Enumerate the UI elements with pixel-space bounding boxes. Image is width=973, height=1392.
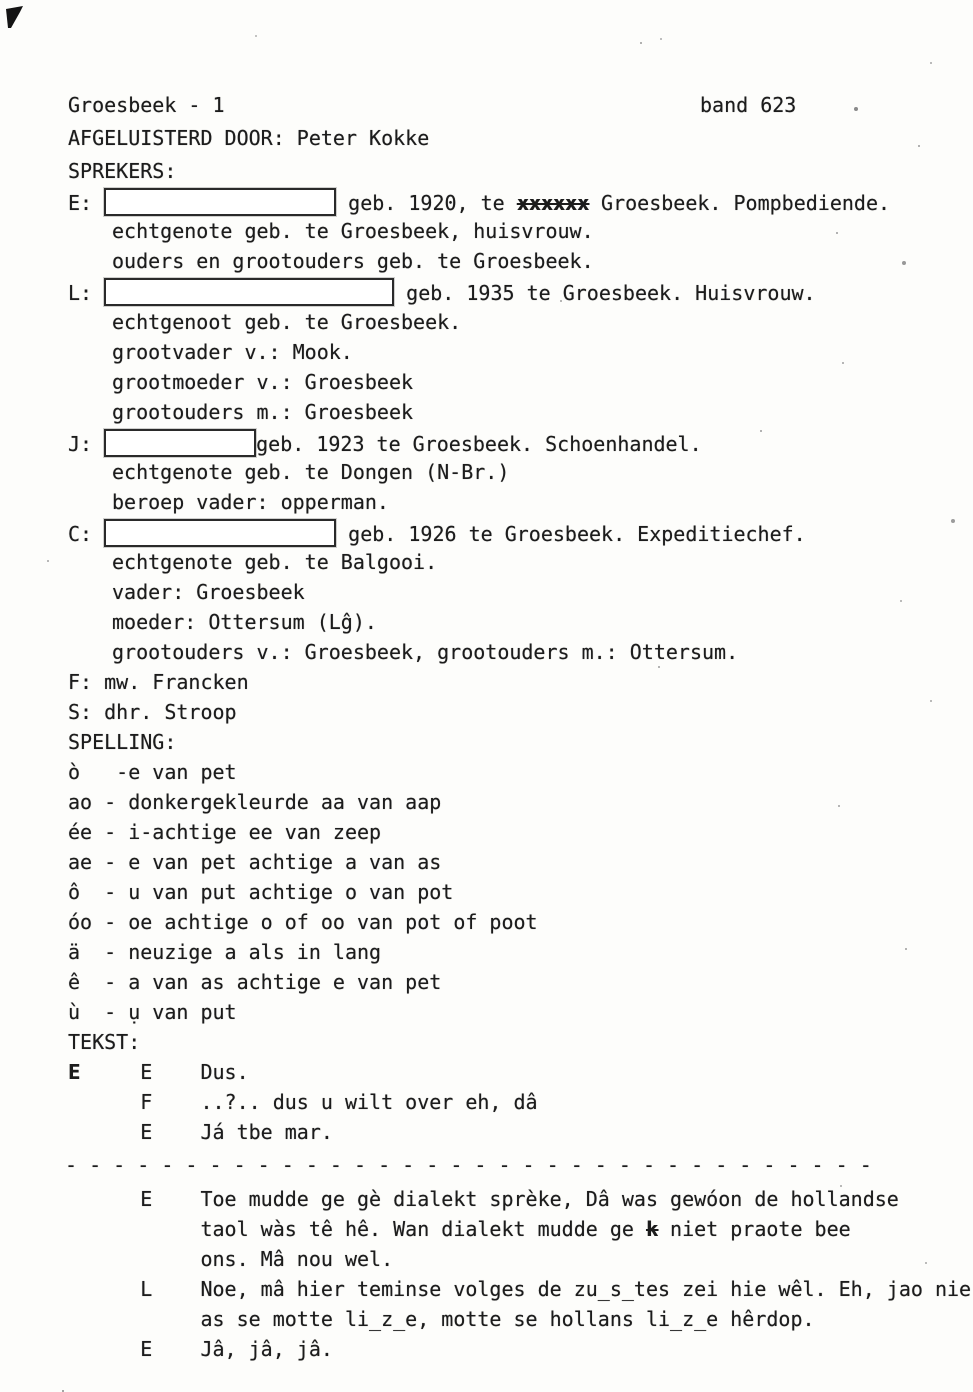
text-segment: grootmoeder v.: Groesbeek bbox=[112, 370, 414, 394]
text-line bbox=[68, 1336, 333, 1362]
text-line bbox=[68, 1246, 393, 1272]
text-line bbox=[68, 849, 441, 875]
text-segment: xxxxxx bbox=[516, 191, 589, 215]
text-segment: ù - ụ van put bbox=[68, 1000, 237, 1024]
text-segment: ons. Mâ nou wel. bbox=[68, 1247, 394, 1271]
text-segment: L: bbox=[68, 281, 105, 305]
text-segment: vader: Groesbeek bbox=[112, 580, 305, 604]
redaction-box bbox=[104, 188, 336, 216]
separator-line bbox=[65, 1152, 872, 1178]
text-segment: moeder: Ottersum (Lĝ). bbox=[112, 610, 377, 634]
text-segment: óo - oe achtige o of oo van pot of poot bbox=[68, 910, 538, 934]
text-segment: grootouders m.: Groesbeek bbox=[112, 400, 414, 424]
text-segment: SPREKERS: bbox=[68, 159, 177, 183]
text-segment: geb. 1926 te Groesbeek. Expeditiechef. bbox=[336, 522, 806, 546]
text-line bbox=[68, 999, 237, 1025]
text-segment: E Jâ, jâ, jâ. bbox=[68, 1337, 333, 1361]
text-segment: C: bbox=[68, 522, 105, 546]
text-line bbox=[68, 1059, 249, 1085]
text-line bbox=[68, 1089, 538, 1115]
text-segment: echtgenote geb. te Balgooi. bbox=[112, 550, 438, 574]
text-line bbox=[112, 369, 413, 395]
speaker-c-line bbox=[68, 519, 806, 547]
redaction-box bbox=[104, 519, 336, 547]
text-segment: F ..?.. dus u wilt over eh, dâ bbox=[68, 1090, 538, 1114]
text-segment: S: dhr. Stroop bbox=[68, 700, 237, 724]
speaker-s-line bbox=[68, 699, 237, 725]
band-number bbox=[700, 92, 796, 118]
text-line bbox=[68, 969, 441, 995]
text-segment: ê - a van as achtige e van pet bbox=[68, 970, 442, 994]
text-segment: geb. 1935 te Groesbeek. Huisvrouw. bbox=[394, 281, 816, 305]
text-segment: F: mw. Francken bbox=[68, 670, 249, 694]
text-segment: niet praote bee bbox=[658, 1217, 851, 1241]
text-segment: E Dus. bbox=[80, 1060, 249, 1084]
text-segment: band 623 bbox=[700, 93, 797, 117]
text-line bbox=[112, 579, 305, 605]
text-segment: Groesbeek. Pompbediende. bbox=[589, 191, 891, 215]
text-segment: beroep vader: opperman. bbox=[112, 490, 389, 514]
text-segment: TEKST: bbox=[68, 1030, 141, 1054]
text-segment: ae - e van pet achtige a van as bbox=[68, 850, 442, 874]
text-line bbox=[68, 1306, 815, 1332]
text-line bbox=[68, 939, 381, 965]
text-segment: geb. 1923 te Groesbeek. Schoenhandel. bbox=[256, 432, 702, 456]
text-line bbox=[68, 789, 441, 815]
text-line bbox=[112, 549, 437, 575]
doc-title bbox=[68, 92, 225, 118]
text-segment: E: bbox=[68, 191, 105, 215]
text-segment: geb. 1920, te bbox=[336, 191, 517, 215]
tekst-heading bbox=[68, 1029, 140, 1055]
text-segment: ò -e van pet bbox=[68, 760, 237, 784]
speaker-l-line bbox=[68, 278, 816, 306]
speaker-j-line bbox=[68, 429, 702, 457]
text-segment: ée - i-achtige ee van zeep bbox=[68, 820, 382, 844]
speaker-e-line bbox=[68, 188, 890, 216]
text-segment: echtgenoot geb. te Groesbeek. bbox=[112, 310, 462, 334]
text-line bbox=[68, 819, 381, 845]
text-segment: taol wàs tê hê. Wan dialekt mudde ge bbox=[68, 1217, 646, 1241]
text-segment: ao - donkergekleurde aa van aap bbox=[68, 790, 442, 814]
text-line bbox=[112, 248, 594, 274]
text-line bbox=[112, 639, 738, 665]
speaker-f-line bbox=[68, 669, 249, 695]
text-segment: E bbox=[68, 1060, 81, 1084]
redaction-box bbox=[104, 429, 256, 457]
text-line bbox=[68, 1216, 851, 1242]
transcriber-line bbox=[68, 125, 429, 151]
text-segment: grootouders v.: Groesbeek, grootouders m.: Ottersum. bbox=[112, 640, 739, 664]
text-line bbox=[68, 909, 538, 935]
text-line bbox=[112, 218, 594, 244]
text-segment: ô - u van put achtige o van pot bbox=[68, 880, 454, 904]
text-line bbox=[112, 309, 461, 335]
text-segment: SPELLING: bbox=[68, 730, 177, 754]
text-line bbox=[68, 1119, 333, 1145]
text-segment: L Noe, mâ hier teminse volges de zu̲s̲tes zei hie wêl. Eh, jao nie bbox=[68, 1277, 972, 1301]
text-segment: J: bbox=[68, 432, 105, 456]
text-segment: ouders en grootouders geb. te Groesbeek. bbox=[112, 249, 594, 273]
text-segment: grootvader v.: Mook. bbox=[112, 340, 353, 364]
text-line bbox=[112, 489, 389, 515]
spelling-heading bbox=[68, 729, 176, 755]
text-line bbox=[68, 759, 237, 785]
corner-mark-icon bbox=[4, 5, 30, 36]
sprekers-heading bbox=[68, 158, 176, 184]
text-segment: E Toe mudde ge gè dialekt sprèke, Dâ was gewóon de hollandse bbox=[68, 1187, 899, 1211]
redaction-box bbox=[104, 278, 394, 306]
text-segment: k bbox=[645, 1217, 659, 1241]
text-segment: E Já tbe mar. bbox=[68, 1120, 333, 1144]
text-line bbox=[112, 609, 377, 635]
text-line bbox=[68, 1276, 971, 1302]
text-line bbox=[112, 459, 509, 485]
text-line bbox=[68, 879, 453, 905]
text-segment: Groesbeek - 1 bbox=[68, 93, 225, 117]
text-segment: - - - - - - - - - - - - - - - - - - - - - - - - - - - - - - - - - - bbox=[65, 1153, 872, 1177]
paper-speckle bbox=[0, 0, 2, 2]
text-segment: echtgenote geb. te Groesbeek, huisvrouw. bbox=[112, 219, 594, 243]
text-segment: AFGELUISTERD DOOR: Peter Kokke bbox=[68, 126, 430, 150]
text-line bbox=[68, 1186, 899, 1212]
text-line bbox=[112, 339, 353, 365]
text-line bbox=[112, 399, 413, 425]
text-segment: ä - neuzige a als in lang bbox=[68, 940, 382, 964]
text-segment: echtgenote geb. te Dongen (N-Br.) bbox=[112, 460, 510, 484]
text-segment: as se motte li̲z̲e, motte se hollans li̲z̲e hêrdop. bbox=[68, 1307, 815, 1331]
